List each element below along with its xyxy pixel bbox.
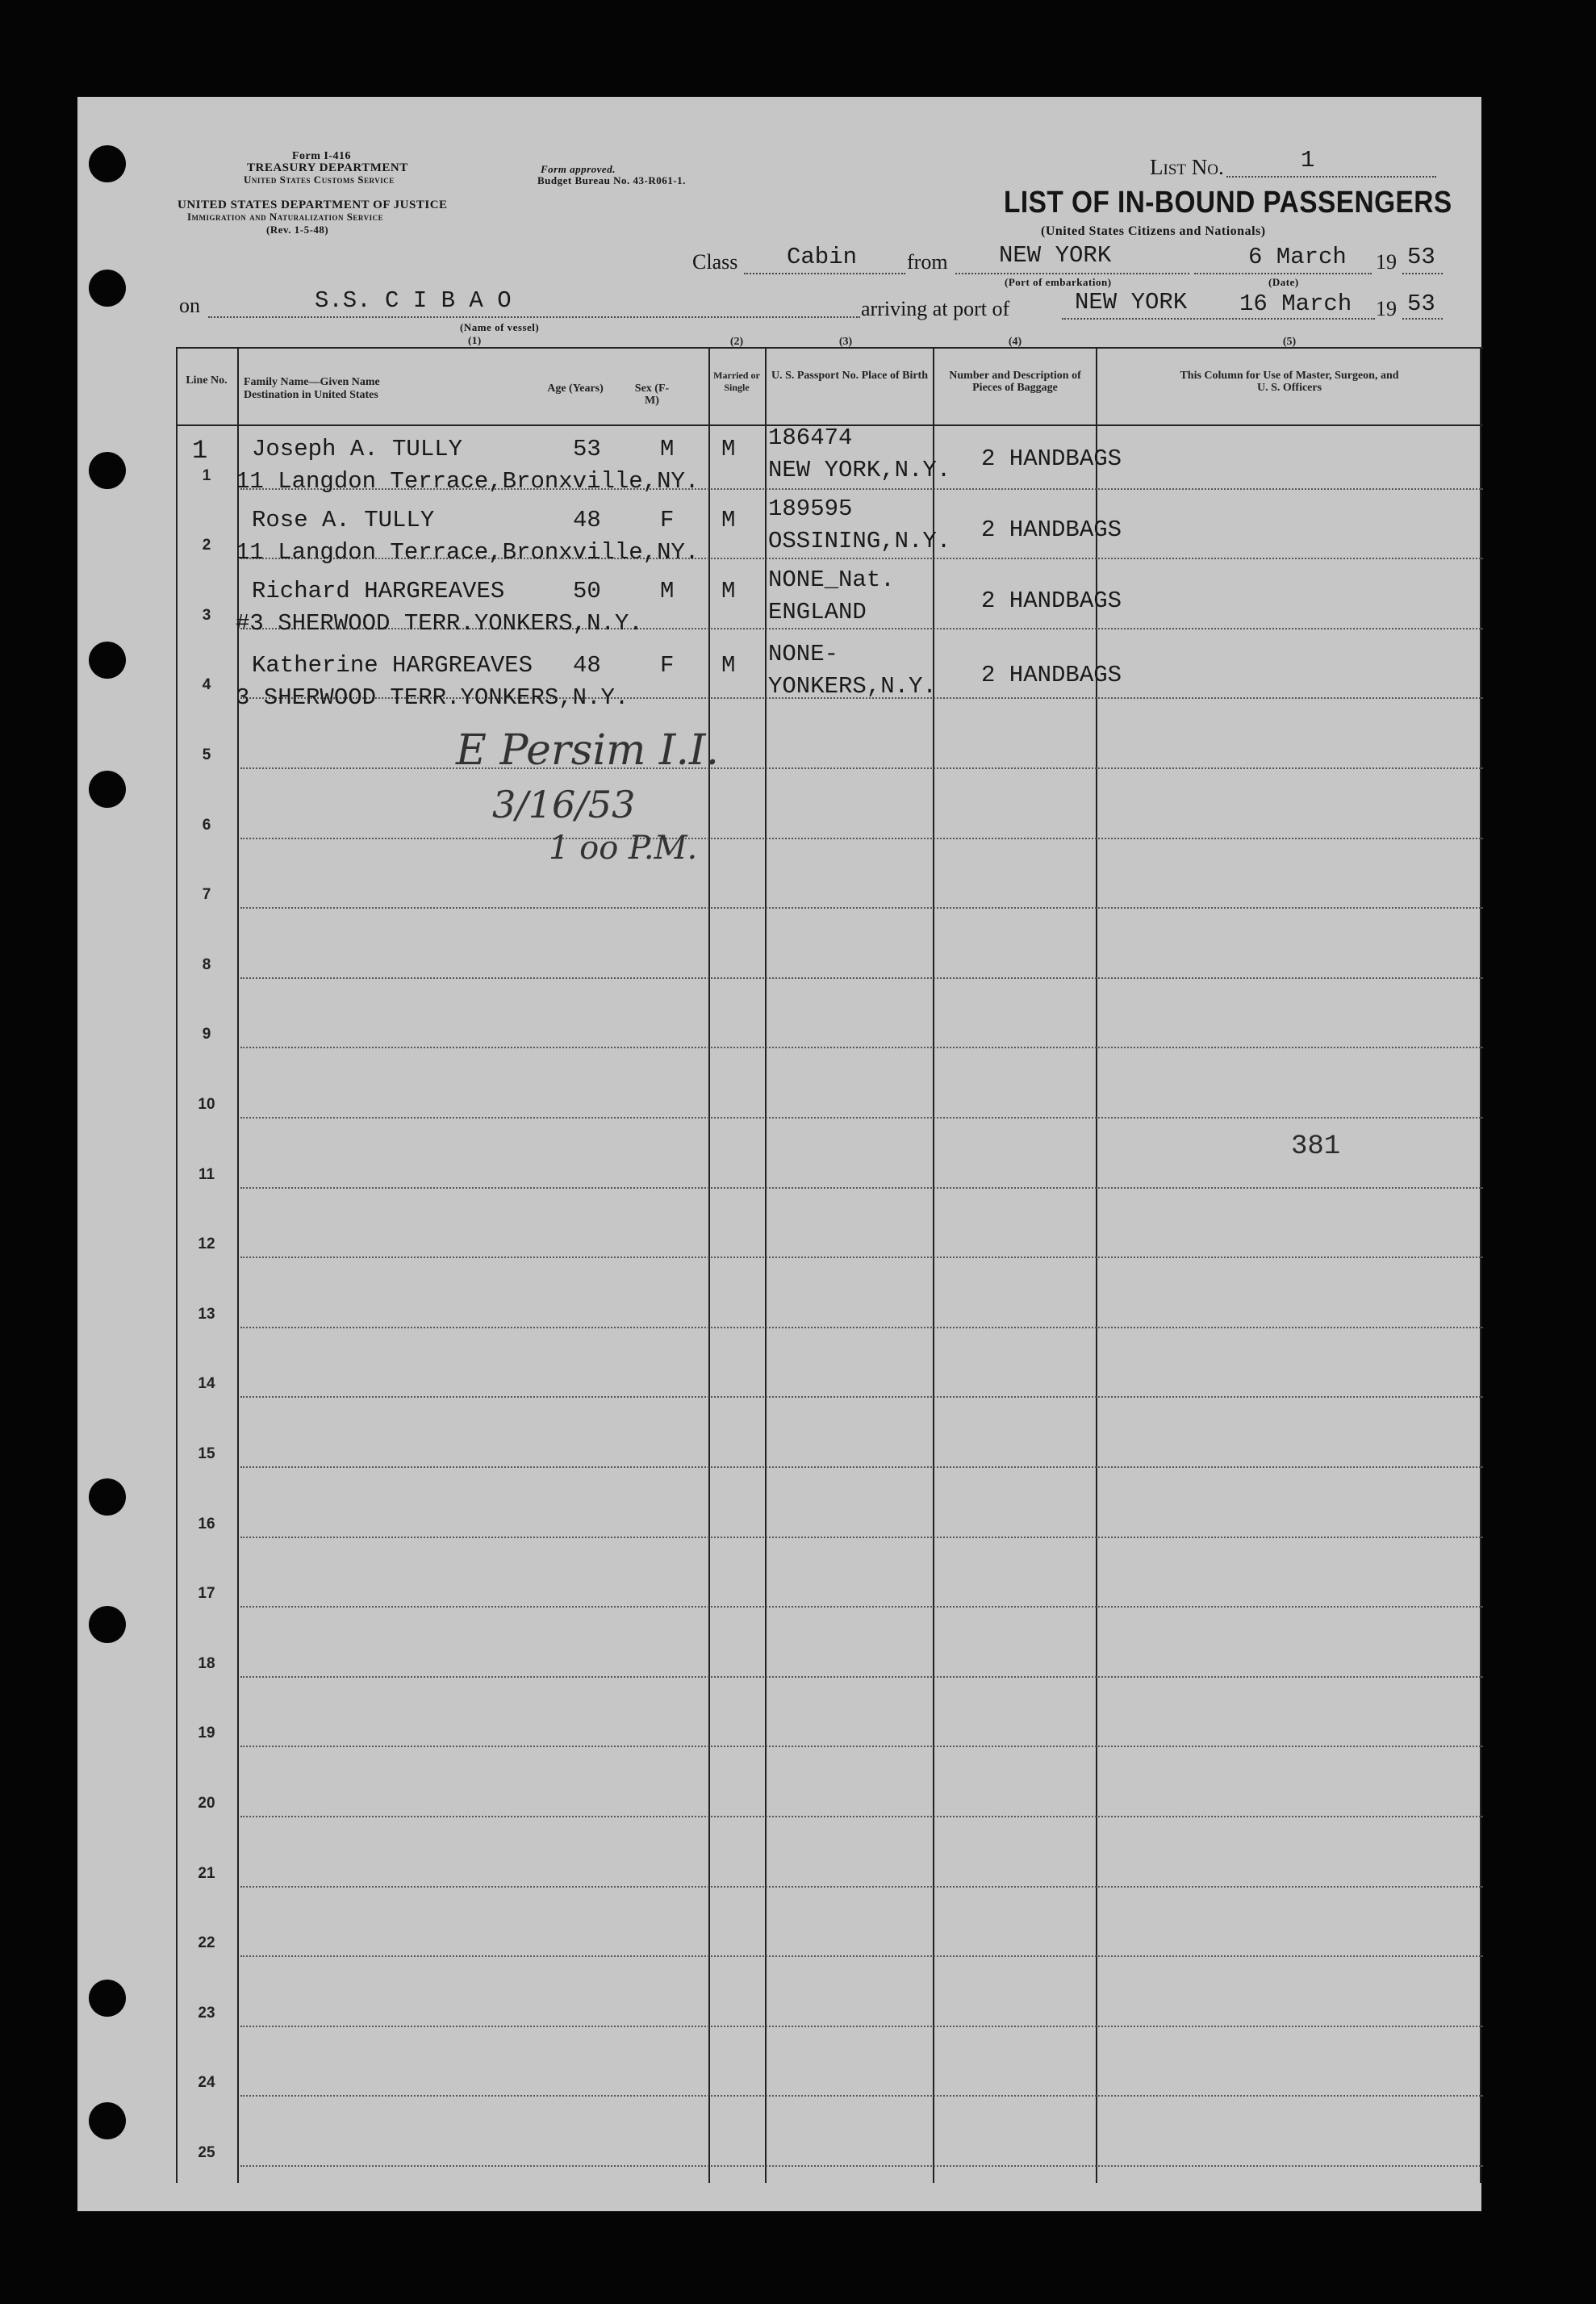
row-rule	[240, 977, 1483, 979]
treasury-department: TREASURY DEPARTMENT	[247, 161, 408, 174]
row-number: 16	[198, 1515, 215, 1533]
column-header-destination: Destination in United States	[244, 389, 378, 401]
customs-service: United States Customs Service	[244, 174, 395, 186]
column-1-number: (1)	[468, 334, 482, 346]
row-rule	[240, 1676, 1483, 1678]
from-label: from	[907, 250, 948, 274]
form-subtitle: (United States Citizens and Nationals)	[1041, 224, 1266, 238]
punch-hole	[89, 642, 126, 679]
row-number: 24	[198, 2074, 215, 2092]
row-rule	[240, 2095, 1483, 2097]
departure-date: 6 March	[1248, 244, 1347, 270]
punch-hole	[89, 1606, 126, 1643]
passenger-birthplace: YONKERS,N.Y.	[768, 673, 937, 700]
form-title: LIST OF IN-BOUND PASSENGERS	[1004, 186, 1452, 220]
passenger-passport: 189595	[768, 496, 853, 522]
row-number: 18	[198, 1654, 215, 1672]
row-number: 19	[198, 1725, 215, 1742]
passenger-destination: #3 SHERWOOD TERR.YONKERS,N.Y.	[236, 610, 643, 637]
row-rule	[240, 1257, 1483, 1258]
row-rule	[240, 1047, 1483, 1048]
punch-hole	[89, 270, 126, 307]
vessel-name-label: (Name of vessel)	[460, 321, 540, 333]
year-prefix: 19	[1376, 250, 1397, 274]
row-number: 21	[198, 1864, 215, 1882]
row-rule	[240, 2165, 1483, 2167]
passenger-birthplace: NEW YORK,N.Y.	[768, 457, 951, 483]
row-rule	[240, 767, 1483, 769]
column-header-married: Married or Single	[713, 370, 760, 393]
passenger-destination: 11 Langdon Terrace,Bronxville,NY.	[236, 539, 700, 566]
punch-hole	[89, 2102, 126, 2139]
passenger-sex: M	[660, 436, 675, 462]
passenger-name: Rose A. TULLY	[252, 507, 435, 533]
punch-hole	[89, 452, 126, 489]
vessel-name: S.S. C I B A O	[315, 287, 512, 314]
row-number: 20	[198, 1795, 215, 1812]
row-number: 17	[198, 1585, 215, 1603]
column-header-baggage: Number and Description of Pieces of Baggage	[949, 370, 1081, 394]
passenger-age: 53	[573, 436, 601, 462]
row-number: 15	[198, 1445, 215, 1462]
column-header-name: Family Name—Given Name	[244, 376, 380, 388]
arrival-year: 53	[1407, 291, 1435, 317]
on-label: on	[179, 294, 200, 317]
row-number: 22	[198, 1934, 215, 1952]
passenger-sex: M	[660, 578, 675, 604]
passenger-married: M	[721, 578, 736, 604]
row-number: 23	[198, 2004, 215, 2022]
from-value: NEW YORK	[999, 242, 1112, 269]
passenger-married: M	[721, 652, 736, 679]
department-of-justice: UNITED STATES DEPARTMENT OF JUSTICE	[178, 199, 448, 211]
passenger-passport: NONE-	[768, 641, 839, 667]
form-number: Form I-416	[292, 150, 352, 162]
passenger-baggage: 2 HANDBAGS	[981, 662, 1122, 688]
passenger-name: Joseph A. TULLY	[252, 436, 463, 462]
column-header-age: Age (Years)	[547, 383, 604, 395]
column-header-line-no: Line No.	[186, 374, 228, 387]
row-rule	[240, 1396, 1483, 1398]
class-label: Class	[692, 250, 738, 274]
passenger-destination: 3 SHERWOOD TERR.YONKERS,N.Y.	[236, 684, 629, 711]
column-header-officers-number: (5)	[1282, 336, 1297, 348]
passenger-baggage: 2 HANDBAGS	[981, 516, 1122, 543]
signature-line-3: 1 oo P.M.	[549, 830, 698, 867]
row-rule	[240, 1816, 1483, 1817]
arriving-label: arriving at port of	[861, 297, 1010, 320]
form-approved: Form approved.	[541, 163, 616, 175]
row-rule	[240, 1746, 1483, 1747]
arrival-date: 16 March	[1239, 291, 1352, 317]
stamp-number: 381	[1291, 1131, 1341, 1162]
list-no-label: List No.	[1150, 155, 1224, 179]
row-rule	[240, 1537, 1483, 1538]
departure-year: 53	[1407, 244, 1435, 270]
ins-service: Immigration and Naturalization Service	[187, 211, 384, 223]
row-rule	[240, 907, 1483, 909]
row-rule	[240, 1466, 1483, 1468]
passenger-baggage: 2 HANDBAGS	[981, 587, 1122, 614]
row-rule	[240, 1606, 1483, 1608]
row-number: 13	[198, 1305, 215, 1323]
class-value: Cabin	[787, 244, 858, 270]
passenger-married: M	[721, 436, 736, 462]
column-header-married-number: (2)	[729, 336, 744, 348]
passenger-name: Richard HARGREAVES	[252, 578, 505, 604]
row-number: 1	[202, 466, 211, 484]
budget-bureau: Budget Bureau No. 43-R061-1.	[537, 174, 686, 186]
column-header-officers: This Column for Use of Master, Surgeon, and U. S. Officers	[1180, 370, 1399, 394]
row-rule	[240, 1187, 1483, 1189]
list-no-value: 1	[1301, 147, 1315, 174]
punch-hole	[89, 145, 126, 182]
row-number: 2	[202, 537, 211, 554]
passenger-baggage: 2 HANDBAGS	[981, 445, 1122, 472]
passenger-married: M	[721, 507, 736, 533]
row-number: 25	[198, 2144, 215, 2161]
signature-line-2: 3/16/53	[492, 783, 636, 826]
passenger-birthplace: ENGLAND	[768, 599, 867, 625]
punch-hole	[89, 771, 126, 808]
passenger-birthplace: OSSINING,N.Y.	[768, 528, 951, 554]
signature-line-1: E Persim I.I.	[456, 726, 720, 775]
row-number: 9	[202, 1026, 211, 1043]
passenger-passport: 186474	[768, 424, 853, 451]
row-number: 3	[202, 606, 211, 624]
row-number: 4	[202, 676, 211, 694]
row-rule	[240, 2026, 1483, 2027]
row-number: 8	[202, 955, 211, 973]
column-header-passport-number: (3)	[838, 336, 853, 348]
year-prefix-2: 19	[1376, 297, 1397, 320]
row-rule	[240, 1327, 1483, 1328]
row-rule	[240, 1117, 1483, 1119]
row-number: 7	[202, 886, 211, 904]
punch-hole	[89, 1980, 126, 2017]
row-number: 6	[202, 816, 211, 834]
arrival-port: NEW YORK	[1075, 289, 1188, 316]
passenger-age: 50	[573, 578, 601, 604]
row-number: 10	[198, 1096, 215, 1113]
column-header-baggage-number: (4)	[1008, 336, 1022, 348]
port-embarkation-label: (Port of embarkation)	[1005, 276, 1112, 288]
row-rule	[240, 1955, 1483, 1957]
column-header-sex: Sex (F-M)	[634, 383, 670, 407]
row-number: 5	[202, 746, 211, 763]
passenger-passport: NONE_Nat.	[768, 567, 895, 593]
passenger-age: 48	[573, 507, 601, 533]
revision: (Rev. 1-5-48)	[266, 224, 329, 236]
passenger-line-number: 1	[192, 436, 208, 466]
column-header-passport: U. S. Passport No. Place of Birth	[771, 370, 929, 382]
passenger-sex: F	[660, 507, 675, 533]
row-rule	[240, 1886, 1483, 1888]
passenger-name: Katherine HARGREAVES	[252, 652, 533, 679]
date-label: (Date)	[1268, 276, 1299, 288]
row-number: 14	[198, 1375, 215, 1393]
passenger-destination: 11 Langdon Terrace,Bronxville,NY.	[236, 468, 700, 495]
passenger-sex: F	[660, 652, 675, 679]
row-number: 12	[198, 1236, 215, 1253]
passenger-age: 48	[573, 652, 601, 679]
row-number: 11	[198, 1165, 215, 1183]
row-rule	[240, 838, 1483, 839]
punch-hole	[89, 1478, 126, 1516]
